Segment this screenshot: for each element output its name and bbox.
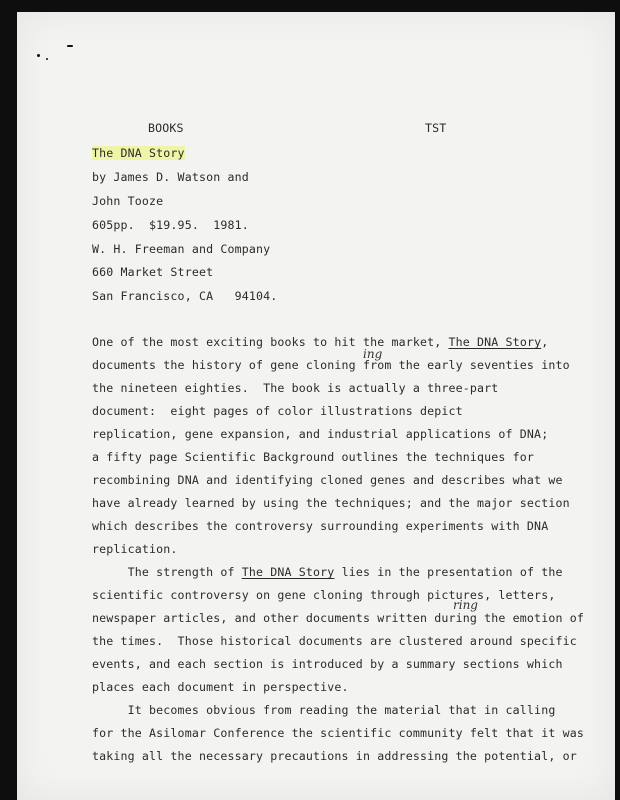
body-line: newspaper articles, and other documents written during the emotion of: [92, 611, 584, 625]
body-line: events, and each section is introduced by a summary sections which: [92, 657, 563, 671]
book-author-line: John Tooze: [92, 194, 164, 208]
body-line: which describes the controversy surrounding experiments with DNA: [92, 519, 549, 533]
body-line: The strength of The DNA Story lies in the presentation of the: [92, 565, 563, 579]
book-specs: 605pp. $19.95. 1981.: [92, 218, 249, 232]
speck-mark: [46, 58, 48, 60]
body-line: replication, gene expansion, and industrial applications of DNA;: [92, 427, 549, 441]
book-author-line: by James D. Watson and: [92, 170, 249, 184]
publisher-city: San Francisco, CA 94104.: [92, 289, 278, 303]
body-line: documents the history of gene cloning from the early seventies into: [92, 358, 570, 372]
body-line: the nineteen eighties. The book is actually a three-part: [92, 381, 499, 395]
publisher-name: W. H. Freeman and Company: [92, 242, 271, 256]
body-line: recombining DNA and identifying cloned genes and describes what we: [92, 473, 563, 487]
body-line: taking all the necessary precautions in addressing the potential, or: [92, 749, 577, 763]
speck-mark: [37, 54, 40, 57]
speck-mark: [67, 45, 73, 47]
body-line: the times. Those historical documents are clustered around specific: [92, 634, 577, 648]
body-line: have already learned by using the techniques; and the major section: [92, 496, 570, 510]
typed-page: [17, 12, 615, 800]
body-line: places each document in perspective.: [92, 680, 349, 694]
section-label: BOOKS: [148, 121, 184, 135]
body-line: document: eight pages of color illustrations depict: [92, 404, 463, 418]
body-line: It becomes obvious from reading the material that in calling: [92, 703, 556, 717]
body-line: a fifty page Scientific Background outlines the techniques for: [92, 450, 535, 464]
handwritten-correction: ing: [363, 347, 383, 361]
book-title-reference: The DNA Story: [448, 335, 542, 349]
publisher-street: 660 Market Street: [92, 265, 214, 279]
book-title-reference: The DNA Story: [241, 565, 335, 579]
handwritten-correction: ring: [453, 598, 478, 612]
book-title: The DNA Story: [92, 146, 185, 160]
body-line: One of the most exciting books to hit the market, The DNA Story,: [92, 335, 549, 349]
publication-code: TST: [425, 121, 447, 135]
body-line: scientific controversy on gene cloning through pictures, letters,: [92, 588, 556, 602]
body-line: replication.: [92, 542, 178, 556]
body-line: for the Asilomar Conference the scientific community felt that it was: [92, 726, 584, 740]
